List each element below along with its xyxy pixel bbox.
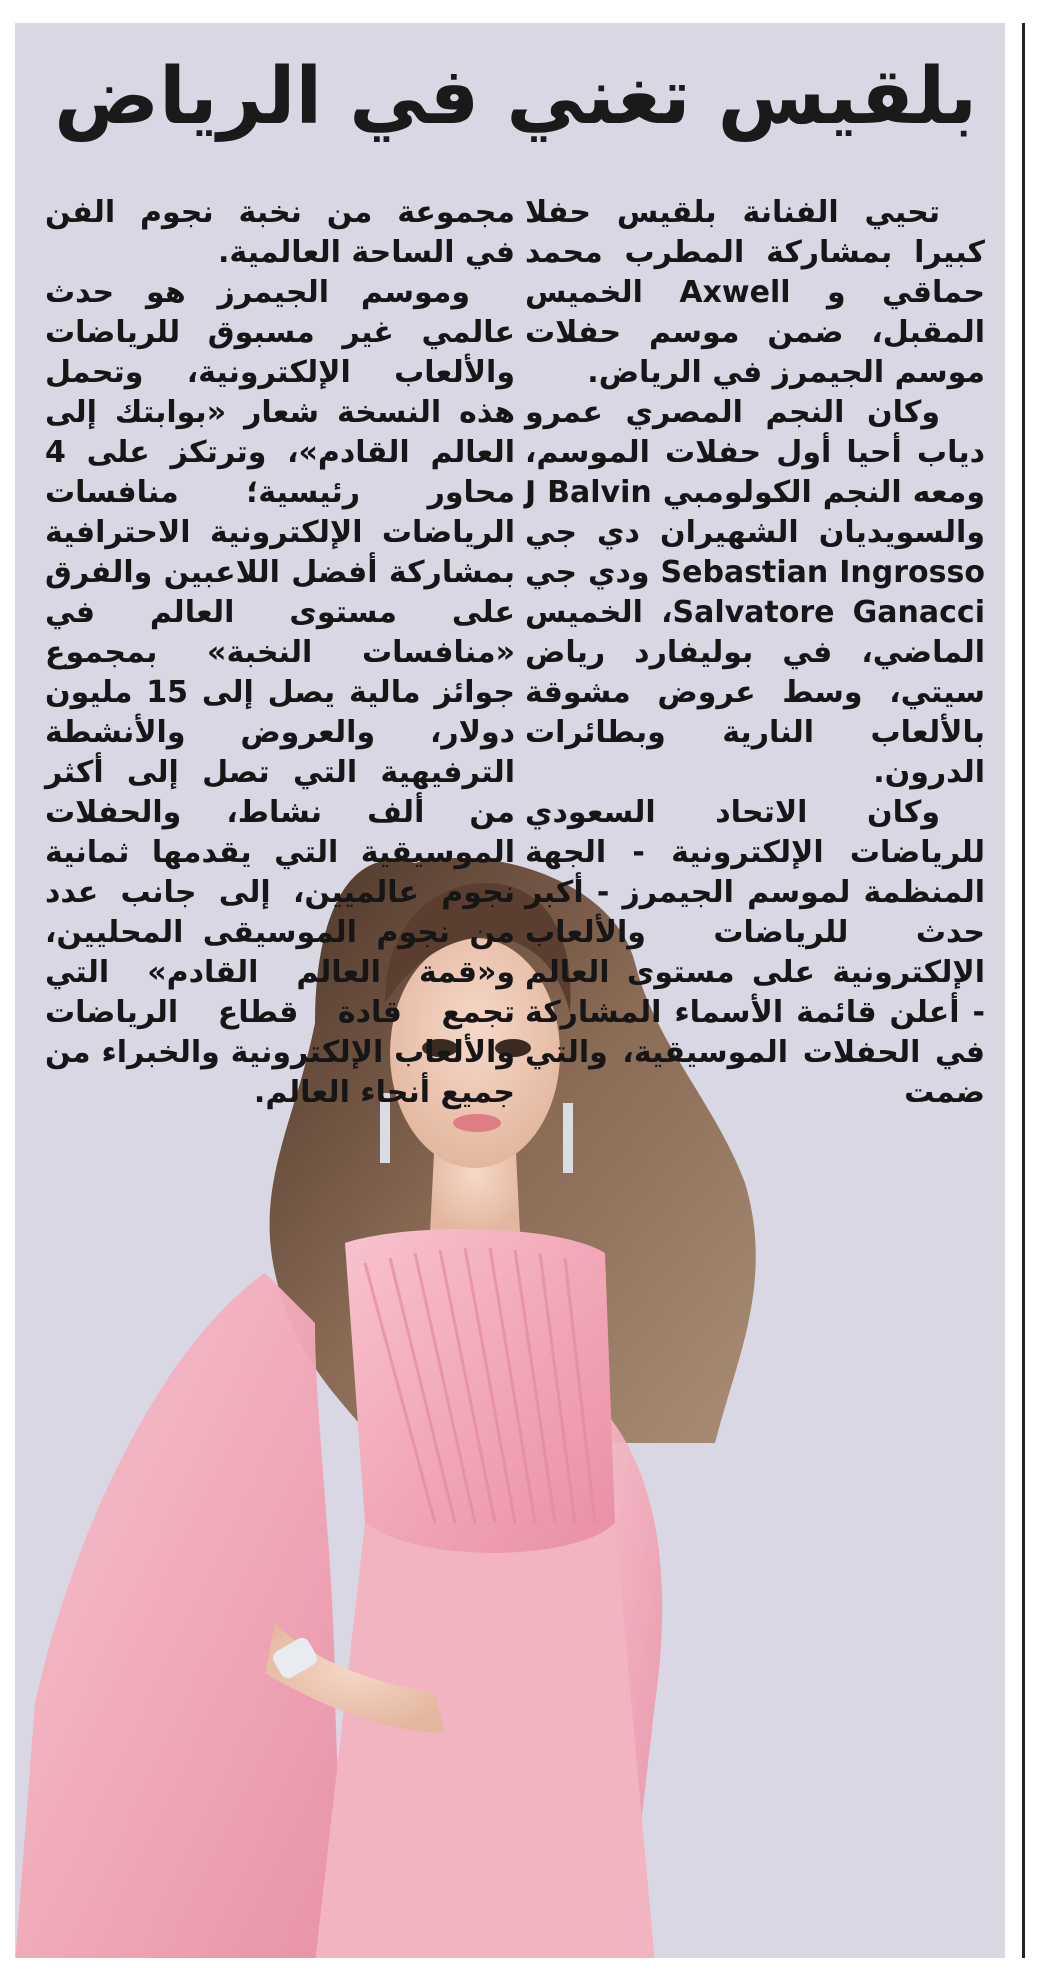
- article-column-right: [525, 193, 985, 1113]
- headline: بلقيس تغني في الرياض: [54, 52, 977, 142]
- paragraph-3: وكان الاتحاد السعودي للرياضات الإلكترونية - الجهة المنظمة لموسم الجيمرز - أكبر حدث للرياضات والألعاب الإلكترونية على مستوى العالم - أعلن قائمة الأسماء المشاركة في الحفلات الموسيقية، والتي ضمت: [525, 795, 985, 1110]
- paragraph-2: وكان النجم المصري عمرو دياب أحيا أول حفلات الموسم، ومعه النجم الكولومبي J Balvin والسويديان الشهيران دي جي Sebastian Ingrosso ودي جي Salvatore Ganacci، الخميس الماضي، في بوليفارد رياض سيتي، وسط عروض مشوقة بالألعاب النارية وبطائرات الدرون.: [525, 395, 986, 790]
- column-rule: [1022, 23, 1025, 1958]
- article-panel: [15, 23, 1005, 1958]
- article-column-left: [45, 193, 515, 1113]
- paragraph-1: تحيي الفنانة بلقيس حفلا كبيرا بمشاركة المطرب محمد حماقي و Axwell الخميس المقبل، ضمن موسم حفلات موسم الجيمرز في الرياض.: [525, 195, 985, 390]
- paragraph-5: وموسم الجيمرز هو حدث عالمي غير مسبوق للرياضات والألعاب الإلكترونية، وتحمل هذه النسخة شعار «بوابتك إلى العالم القادم»، وترتكز على 4 محاور رئيسية؛ منافسات الرياضات الإلكترونية الاحترافية بمشاركة أفضل اللاعبين والفرق على مستوى العالم في «منافسات النخبة» بمجموع جوائز مالية يصل إلى 15 مليون دولار، والعروض والأنشطة الترفيهية التي تصل إلى أكثر من ألف نشاط، والحفلات الموسيقية التي يقدمها ثمانية نجوم عالميين، إلى جانب عدد من نجوم الموسيقى المحليين، و«قمة العالم القادم» التي تجمع قادة قطاع الرياضات والألعاب الإلكترونية والخبراء من جميع أنحاء العالم.: [45, 275, 515, 1110]
- paragraph-4: مجموعة من نخبة نجوم الفن في الساحة العالمية.: [45, 195, 515, 270]
